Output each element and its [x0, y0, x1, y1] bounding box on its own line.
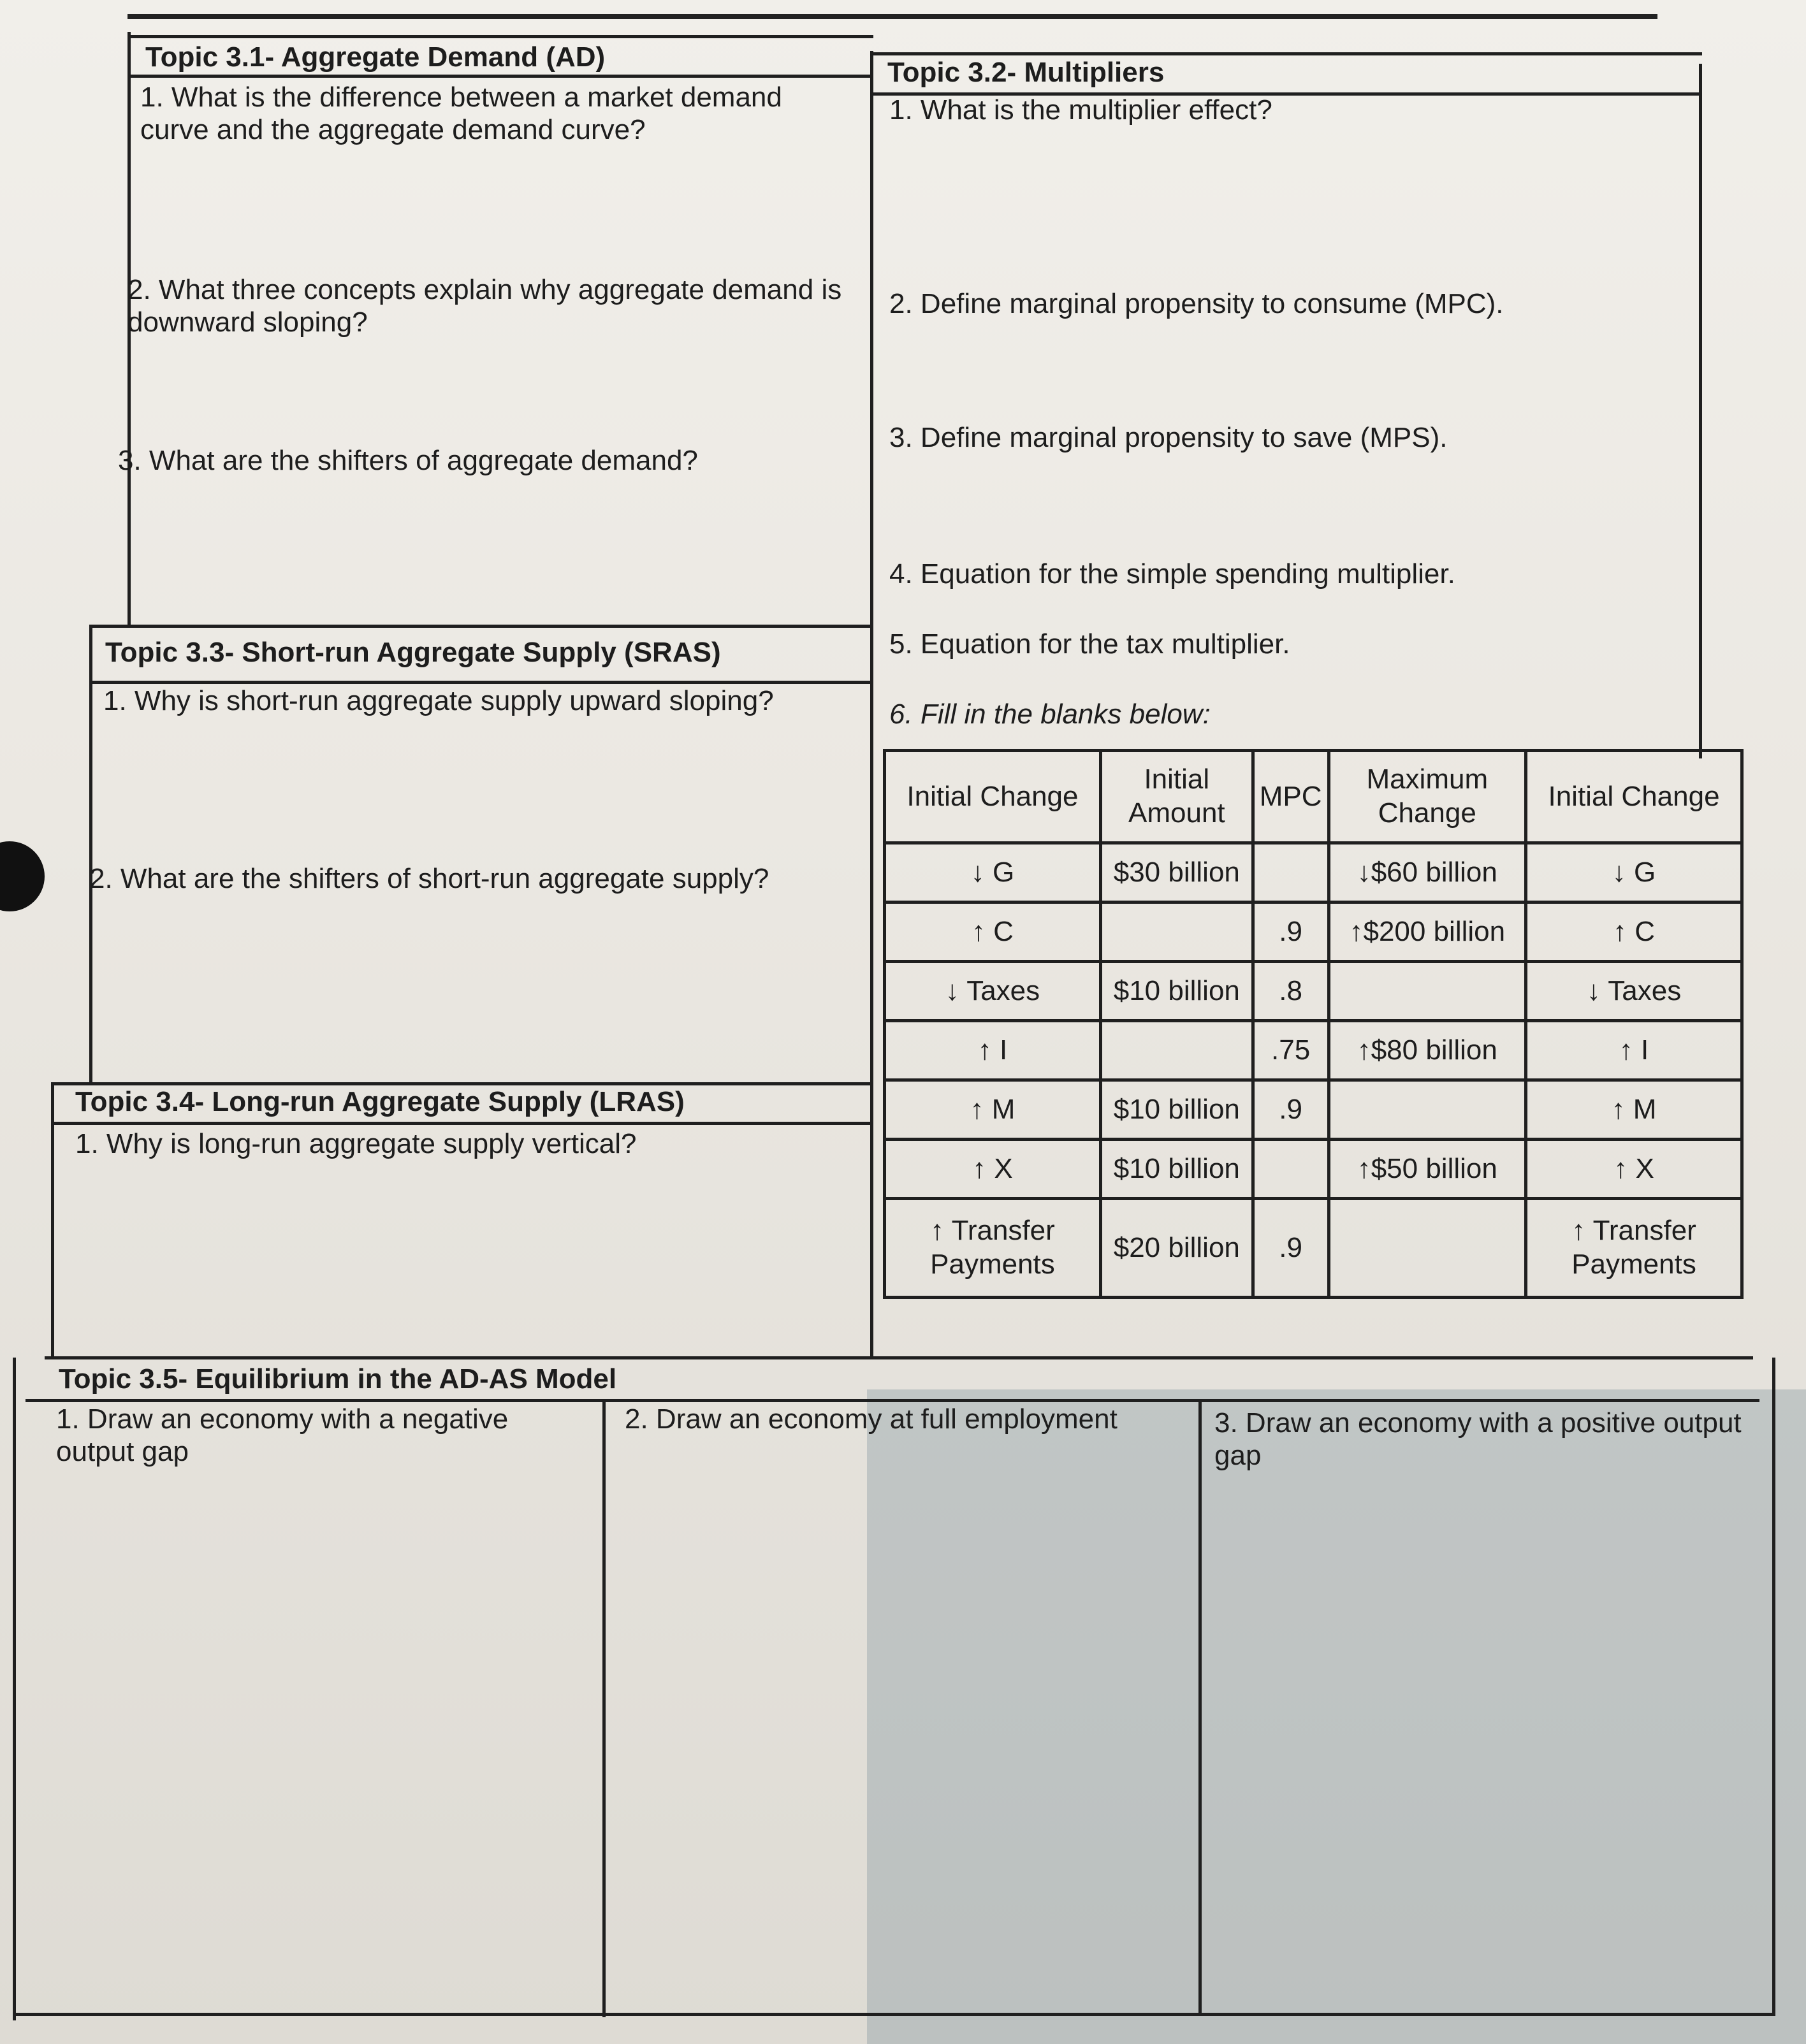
cell [1253, 1140, 1329, 1199]
rule-35-title [25, 1399, 1759, 1402]
rule-31-title [127, 75, 873, 78]
cell: .75 [1253, 1021, 1329, 1080]
cell: ↑ M [1526, 1080, 1742, 1140]
cell [1253, 843, 1329, 902]
multiplier-table [883, 749, 1744, 1299]
cell: ↓ G [1526, 843, 1742, 902]
table-row [885, 1199, 1742, 1298]
topic35-title: Topic 3.5- Equilibrium in the AD-AS Model [59, 1363, 617, 1395]
rule-bottom [13, 2013, 1775, 2016]
topic31-q3: 3. What are the shifters of aggregate demand? [118, 445, 698, 476]
cell [1100, 1021, 1253, 1080]
cell: ↑ Transfer Payments [885, 1199, 1101, 1298]
cell [1100, 902, 1253, 962]
header-maximum-change: Maximum Change [1329, 751, 1526, 843]
cell [1329, 1199, 1526, 1298]
cell: .9 [1253, 1199, 1329, 1298]
cell: ↑ C [885, 902, 1101, 962]
topic32-title: Topic 3.2- Multipliers [887, 57, 1165, 88]
topic32-q2: 2. Define marginal propensity to consume (MPC). [889, 288, 1504, 319]
table-row [885, 1140, 1742, 1199]
frame-left-bottom [13, 1358, 16, 2020]
topic34-q1: 1. Why is long-run aggregate supply vertical? [75, 1128, 637, 1159]
cell: ↑ X [1526, 1140, 1742, 1199]
page-shadow [867, 1389, 1806, 2044]
topic32-q5: 5. Equation for the tax multiplier. [889, 628, 1290, 660]
rule-33-top [89, 625, 873, 628]
table-row [885, 1021, 1742, 1080]
header-initial-amount: Initial Amount [1100, 751, 1253, 843]
frame-left-mid [89, 625, 92, 1084]
header-rule [127, 14, 1657, 19]
header-initial-change: Initial Change [885, 751, 1101, 843]
topic33-title: Topic 3.3- Short-run Aggregate Supply (SRAS) [105, 637, 721, 668]
cell: ↑ I [1526, 1021, 1742, 1080]
divider-35-a [602, 1399, 606, 2017]
cell: ↑ M [885, 1080, 1101, 1140]
cell: ↑$200 billion [1329, 902, 1526, 962]
table-header-row [885, 751, 1742, 843]
cell: ↓$60 billion [1329, 843, 1526, 902]
frame-right-bottom [1772, 1358, 1775, 2014]
rule-34-title [51, 1122, 873, 1125]
topic35-q2: 2. Draw an economy at full employment [625, 1403, 1118, 1435]
cell: $10 billion [1100, 1080, 1253, 1140]
cell: ↑ C [1526, 902, 1742, 962]
rule-32-top [870, 52, 1702, 55]
topic32-q1: 1. What is the multiplier effect? [889, 94, 1272, 126]
topic31-title: Topic 3.1- Aggregate Demand (AD) [145, 41, 606, 73]
cell: .9 [1253, 902, 1329, 962]
cell: ↑$80 billion [1329, 1021, 1526, 1080]
topic32-q6: 6. Fill in the blanks below: [889, 699, 1211, 730]
header-mpc: MPC [1253, 751, 1329, 843]
topic35-q3: 3. Draw an economy with a positive output gap [1214, 1407, 1742, 1471]
cell [1329, 1080, 1526, 1140]
cell: $30 billion [1100, 843, 1253, 902]
cell [1329, 962, 1526, 1021]
rule-31-top [127, 35, 873, 38]
center-divider [870, 51, 873, 1358]
topic31-q2: 2. What three concepts explain why aggregate demand is downward sloping? [127, 274, 842, 338]
table-row [885, 843, 1742, 902]
rule-34-top [51, 1082, 873, 1085]
cell: $20 billion [1100, 1199, 1253, 1298]
table-row [885, 962, 1742, 1021]
rule-35-top [45, 1356, 1753, 1359]
table-row [885, 1080, 1742, 1140]
rule-33-title [89, 681, 873, 684]
topic34-title: Topic 3.4- Long-run Aggregate Supply (LRAS) [75, 1086, 685, 1117]
cell: ↓ Taxes [1526, 962, 1742, 1021]
topic31-q1: 1. What is the difference between a market demand curve and the aggregate demand curve? [140, 82, 782, 145]
cell: $10 billion [1100, 1140, 1253, 1199]
cell: ↓ Taxes [885, 962, 1101, 1021]
topic32-q3: 3. Define marginal propensity to save (MPS). [889, 422, 1448, 453]
cell: ↑ Transfer Payments [1526, 1199, 1742, 1298]
cell: .9 [1253, 1080, 1329, 1140]
cell: ↑$50 billion [1329, 1140, 1526, 1199]
topic35-q1: 1. Draw an economy with a negative output gap [56, 1403, 509, 1467]
cell: ↑ I [885, 1021, 1101, 1080]
cell: $10 billion [1100, 962, 1253, 1021]
divider-35-b [1198, 1399, 1202, 2014]
header-initial-change-2: Initial Change [1526, 751, 1742, 843]
frame-right-top [1699, 64, 1702, 758]
table-row [885, 902, 1742, 962]
topic33-q1: 1. Why is short-run aggregate supply upward sloping? [103, 685, 774, 716]
topic33-q2: 2. What are the shifters of short-run aggregate supply? [89, 863, 769, 894]
cell: ↑ X [885, 1140, 1101, 1199]
topic32-q4: 4. Equation for the simple spending multiplier. [889, 558, 1455, 590]
cell: ↓ G [885, 843, 1101, 902]
cell: .8 [1253, 962, 1329, 1021]
